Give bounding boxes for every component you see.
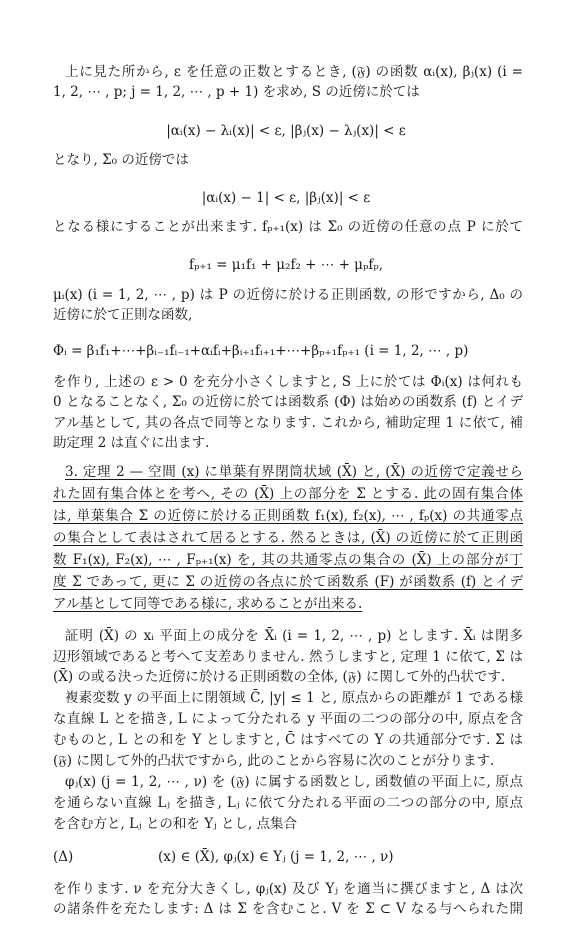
text-line-1: 上に見た所から, ε を任意の正数とするとき, (𝔉) の函数 αᵢ(x), βⱼ(x) (i = xyxy=(65,64,523,80)
proof-line-6: むものと, L との和を Y としますと, C̄ はすべての Y の共通部分です. Σ は xyxy=(53,732,523,748)
text-line-4: となる様にすることが出来ます. fₚ₊₁(x) は Σ₀ の近傍の任意の点 P に於て xyxy=(53,219,523,235)
text-line-6: 近傍に於て正則な函数, xyxy=(53,307,193,323)
proof-line-2: 辺形領域であると考へて支差ありません. 然うしますと, 定理 1 に依て, Σ は xyxy=(53,649,523,665)
equation-1: |αᵢ(x) − λᵢ(x)| < ε, |βⱼ(x) − λⱼ(x)| < ε xyxy=(166,123,406,139)
proof-line-9: を通らない直線 Lⱼ を描き, Lⱼ に依て分たれる平面の二つの部分の中, 原点 xyxy=(53,795,523,811)
theorem-line-5: 数 F₁(x), F₂(x), ⋯ , Fₚ₊₁(x) を, 其の共通零点の集合の (X̄) 上の部分が丁 xyxy=(53,552,523,568)
proof-line-12: の諸条件を充たします: Δ は Σ を含むこと. V を Σ ⊂ V なる与へられた開 xyxy=(53,901,523,917)
proof-line-5: な直線 L とを描き, L によって分たれる y 平面の二つの部分の中, 原点を含 xyxy=(53,711,523,727)
text-line-5: μᵢ(x) (i = 1, 2, ⋯ , p) は P の近傍に於ける正則函数, の形ですから, Δ₀ の xyxy=(53,287,523,303)
theorem-line-7: アル基として同等である様に, 求めることが出来る. xyxy=(53,596,363,612)
theorem-line-4: の集合として表はされて居るとする. 然るときは, (X̄) の近傍に於て正則函 xyxy=(53,530,523,546)
text-line-3: となり, Σ₀ の近傍では xyxy=(53,152,189,168)
equation-2: |αᵢ(x) − 1| < ε, |βⱼ(x)| < ε xyxy=(201,190,371,206)
proof-line-3: (X̄) の或る決った近傍に於ける正則函数の全体, (𝔉) に関して外的凸状です. xyxy=(53,669,506,685)
proof-line-10: を含む方と, Lⱼ との和を Yⱼ とし, 点集合 xyxy=(53,816,298,832)
text-line-2: 1, 2, ⋯ , p; j = 1, 2, ⋯ , p + 1) を求め, S の近傍に於ては xyxy=(53,84,420,100)
equation-3: fₚ₊₁ = μ₁f₁ + μ₂f₂ + ⋯ + μₚfₚ, xyxy=(188,257,384,273)
proof-line-11: を作ります. ν を充分大きくし, φⱼ(x) 及び Yⱼ を適当に撰びますと, Δ は次 xyxy=(53,881,523,897)
delta-label: (Δ) xyxy=(53,849,74,865)
theorem-line-2: れた固有集合体とを考へ, その (X̄) 上の部分を Σ とする. 此の固有集合体 xyxy=(53,486,523,502)
text-line-8: 0 となることなく, Σ₀ の近傍に於ては函数系 (Φ) は始めの函数系 (f) とイデ xyxy=(53,394,523,410)
theorem-line-6: 度 Σ であって, 更に Σ の近傍の各点に於て函数系 (F) が函数系 (f) とイデ xyxy=(53,574,523,590)
theorem-line-3: は, 単葉集合 Σ の近傍に於ける正則函数 f₁(x), f₂(x), ⋯ , fₚ(x) の共通零点 xyxy=(53,508,523,524)
delta-formula: (x) ∈ (X̄), φⱼ(x) ∈ Yⱼ (j = 1, 2, ⋯ , ν) xyxy=(158,849,394,865)
proof-line-4: 複素変数 y の平面上に閉領域 C̄, |y| ≤ 1 と, 原点からの距離が 1 である様 xyxy=(65,690,523,706)
proof-line-7: (𝔉) に関して外的凸状ですから, 此のことから容易に次のことが分ります. xyxy=(53,753,495,769)
theorem-line-1: 3. 定理 2 — 空間 (x) に単葉有界閉筒状域 (X̄) と, (X̄) の近傍で定義せら xyxy=(65,464,523,480)
equation-4: Φᵢ = β₁f₁+⋯+βᵢ₋₁fᵢ₋₁+αᵢfᵢ+βᵢ₊₁fᵢ₊₁+⋯+βₚ₊₁fₚ₊₁ (i = 1, 2, ⋯ , p) xyxy=(53,343,469,359)
proof-line-8: φⱼ(x) (j = 1, 2, ⋯ , ν) を (𝔉) に属する函数とし, 函数値の平面上に, 原点 xyxy=(65,774,523,790)
text-line-9: アル基として, 其の各点で同等となります. これから, 補助定理 1 に依て, 補 xyxy=(53,415,523,431)
text-line-7: を作り, 上述の ε > 0 を充分小さくしますと, S 上に於ては Φᵢ(x) は何れも xyxy=(53,374,523,390)
text-line-10: 助定理 2 は直ぐに出ます. xyxy=(53,435,210,451)
proof-line-1: 証明 (X̄) の xᵢ 平面上の成分を X̄ᵢ (i = 1, 2, ⋯ , p) とします. X̄ᵢ は閉多 xyxy=(65,628,523,644)
